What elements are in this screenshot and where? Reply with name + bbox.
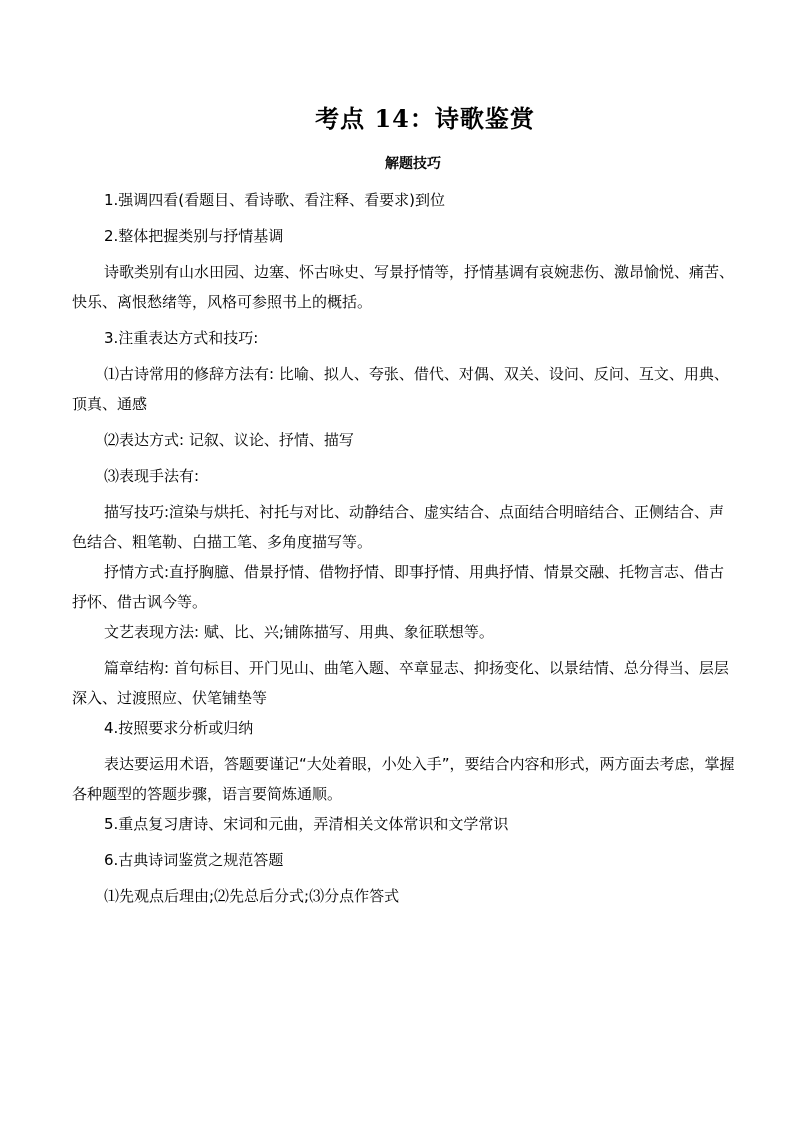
section-subtitle: 解题技巧 xyxy=(385,156,441,172)
paragraph-lyric: 抒情方式:直抒胸臆、借景抒情、借物抒情、即事抒情、用典抒情、情景交融、托物言志、借古抒怀、借古讽今等。 xyxy=(72,563,725,611)
paragraph-terms: 表达要运用术语，答题要谨记“大处着眼，小处入手”，要结合内容和形式，两方面去考虑，掌握各种题型的答题步骤，语言要简炼通顺。 xyxy=(72,755,735,803)
paragraph-answer-format: ⑴先观点后理由;⑵先总后分式;⑶分点作答式 xyxy=(104,887,400,905)
heading-3: 3.注重表达方式和技巧: xyxy=(104,329,259,347)
paragraph-description: 描写技巧:渲染与烘托、衬托与对比、动静结合、虚实结合、点面结合明暗结合、正侧结合、声色结合、粗笔勒、白描工笔、多角度描写等。 xyxy=(72,503,725,551)
paragraph-literary-methods: 文艺表现方法: 赋、比、兴;铺陈描写、用典、象征联想等。 xyxy=(104,623,494,641)
paragraph-structure: 篇章结构: 首句标目、开门见山、曲笔入题、卒章显志、抑扬变化、以景结情、总分得当、层层深入、过渡照应、伏笔铺垫等 xyxy=(72,659,729,707)
heading-1: 1.强调四看(看题目、看诗歌、看注释、看要求)到位 xyxy=(104,191,446,209)
paragraph-genre: 诗歌类别有山水田园、边塞、怀古咏史、写景抒情等，抒情基调有哀婉悲伤、激昂愉悦、痛苦、快乐、离恨愁绪等，风格可参照书上的概括。 xyxy=(72,263,735,311)
page-title: 考点 14：诗歌鉴赏 xyxy=(315,104,535,133)
heading-4: 4.按照要求分析或归纳 xyxy=(104,719,254,737)
paragraph-expression: ⑵表达方式: 记叙、议论、抒情、描写 xyxy=(104,431,354,449)
paragraph-techniques-intro: ⑶表现手法有: xyxy=(104,467,200,485)
paragraph-rhetoric: ⑴古诗常用的修辞方法有: 比喻、拟人、夸张、借代、对偶、双关、设问、反问、互文、用典、顶真、通感 xyxy=(72,365,729,413)
heading-2: 2.整体把握类别与抒情基调 xyxy=(104,227,284,245)
heading-5: 5.重点复习唐诗、宋词和元曲，弄清相关文体常识和文学常识 xyxy=(104,815,509,833)
heading-6: 6.古典诗词鉴赏之规范答题 xyxy=(104,851,284,869)
document-body xyxy=(72,185,738,917)
